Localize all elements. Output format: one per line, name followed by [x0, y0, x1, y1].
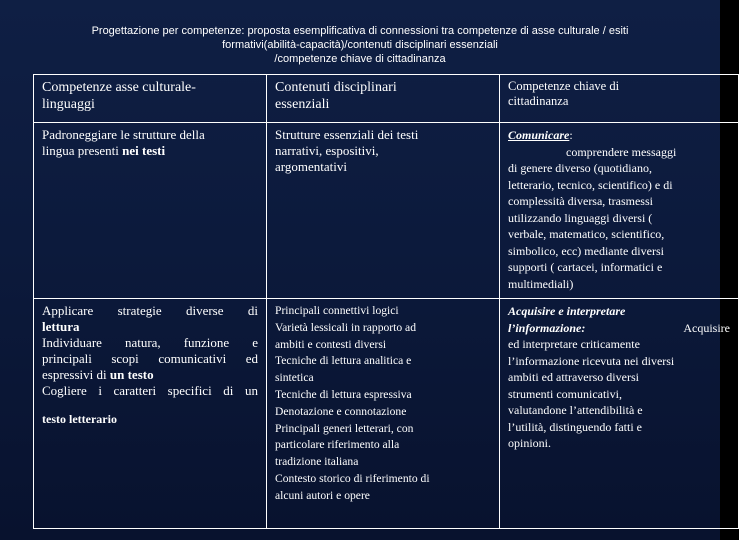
- cell-line: tradizione italiana: [275, 455, 359, 469]
- cell-bold-text: un testo: [109, 367, 154, 382]
- cell-competenza-1: [34, 123, 267, 299]
- cell-line: sintetica: [275, 371, 314, 385]
- header-line: Contenuti disciplinari: [275, 80, 397, 95]
- cell-line: ed interpretare criticamente: [508, 337, 640, 351]
- slide-title: [40, 24, 680, 66]
- word: specifici: [167, 383, 212, 398]
- title-line: /competenze chiave di cittadinanza: [274, 53, 446, 65]
- cell-line: Principali generi letterari, con: [275, 421, 414, 435]
- cell-text: lingua presenti: [42, 143, 119, 158]
- table-row: [34, 299, 739, 529]
- cell-line: [42, 303, 258, 319]
- cell-line: utilizzando linguaggi diversi (: [508, 210, 653, 225]
- cell-line: particolare riferimento alla: [275, 438, 400, 452]
- word: Applicare: [42, 303, 94, 318]
- word: comunicativi: [158, 351, 227, 366]
- cell-line: complessità diversa, trasmessi: [508, 194, 653, 208]
- acquisire-label: l’informazione:: [508, 320, 586, 335]
- word: natura,: [124, 335, 161, 350]
- cell-line: [42, 351, 258, 367]
- cell-line: Strutture essenziali dei testi: [275, 127, 419, 142]
- cell-contenuti-1: [267, 123, 500, 299]
- cell-line: comprendere messaggi: [566, 144, 677, 159]
- cell-line: simbolico, ecc) mediante diversi: [508, 243, 664, 258]
- comunicare-label: Comunicare: [508, 128, 570, 142]
- table-header-row: [34, 75, 739, 123]
- header-line: essenziali: [275, 97, 330, 112]
- cell-line: di genere diverso (quotidiano,: [508, 161, 652, 175]
- cell-line: ambiti ed attraverso diversi: [508, 370, 639, 384]
- word: Individuare: [42, 335, 102, 350]
- header-line: Competenze chiave di: [508, 79, 620, 93]
- cell-line: alcuni autori e opere: [275, 488, 370, 502]
- header-asse-culturale: [34, 75, 267, 123]
- cell-line: [42, 367, 258, 383]
- word: di: [247, 303, 258, 318]
- word: di: [223, 383, 234, 398]
- word: diverse: [185, 303, 224, 318]
- cell-line: multimediali): [508, 276, 574, 291]
- header-contenuti: [267, 75, 500, 123]
- cell-line: Padroneggiare le strutture della: [42, 127, 205, 142]
- cell-line: l’informazione ricevuta nei diversi: [508, 353, 675, 368]
- header-cittadinanza: [500, 75, 739, 123]
- cell-bold-text: nei testi: [122, 143, 166, 158]
- word: principali: [42, 351, 92, 366]
- cell-line: Varietà lessicali in rapporto ad: [275, 320, 417, 334]
- cell-line: Principali connettivi logici: [275, 304, 399, 317]
- title-line: formativi(abilità-capacità)/contenuti disciplinari essenziali: [222, 39, 498, 51]
- word: caratteri: [113, 383, 157, 398]
- cell-bold-line: lettura: [42, 319, 80, 334]
- table-row: [34, 123, 739, 299]
- cell-line: [508, 320, 730, 337]
- cell-line: Denotazione e connotazione: [275, 404, 407, 418]
- cell-line: ambiti e contesti diversi: [275, 337, 387, 351]
- cell-line: opinioni.: [508, 436, 552, 450]
- header-line: Competenze asse culturale-: [42, 80, 196, 95]
- cell-line: strumenti comunicativi,: [508, 386, 622, 401]
- cell-text: espressivi di: [42, 367, 107, 382]
- cell-text: Acquisire: [683, 320, 730, 335]
- cell-line: supporti ( cartacei, informatici e: [508, 260, 663, 274]
- header-line: cittadinanza: [508, 94, 569, 108]
- spacer: [42, 399, 258, 411]
- word: funzione: [183, 335, 230, 350]
- cell-label-line: Acquisire e interpretare: [508, 304, 626, 318]
- word: i: [98, 383, 102, 398]
- cell-line: Contesto storico di riferimento di: [275, 471, 430, 485]
- cell-contenuti-2: [267, 299, 500, 529]
- cell-line: [508, 127, 730, 144]
- cell-line: Tecniche di lettura analitica e: [275, 354, 412, 368]
- cell-line: narrativi, espositivi,: [275, 143, 379, 158]
- cell-line: argomentativi: [275, 159, 347, 174]
- cell-line: l’utilità, distinguendo fatti e: [508, 419, 642, 434]
- cell-cittadinanza-2: [500, 299, 739, 529]
- title-line: Progettazione per competenze: proposta esemplificativa di connessioni tra competenze di asse culturale / esiti: [91, 25, 629, 37]
- label-colon: :: [569, 128, 573, 142]
- word: Cogliere: [42, 383, 87, 398]
- cell-line: [42, 143, 258, 159]
- competence-table: [33, 74, 739, 529]
- cell-line: verbale, matematico, scientifico,: [508, 227, 665, 241]
- word: ed: [245, 351, 258, 366]
- cell-line: valutandone l’attendibilità e: [508, 403, 643, 417]
- cell-line: letterario, tecnico, scientifico) e di: [508, 177, 673, 192]
- word: un: [244, 383, 258, 398]
- word: strategie: [117, 303, 162, 318]
- word: e: [252, 335, 258, 350]
- cell-competenza-2: [34, 299, 267, 529]
- word: scopi: [111, 351, 139, 366]
- cell-line: [42, 335, 258, 351]
- cell-line: [42, 383, 258, 399]
- cell-line: Tecniche di lettura espressiva: [275, 387, 412, 401]
- cell-cittadinanza-1: [500, 123, 739, 299]
- header-line: linguaggi: [42, 97, 95, 112]
- cell-bold-line: testo letterario: [42, 412, 117, 426]
